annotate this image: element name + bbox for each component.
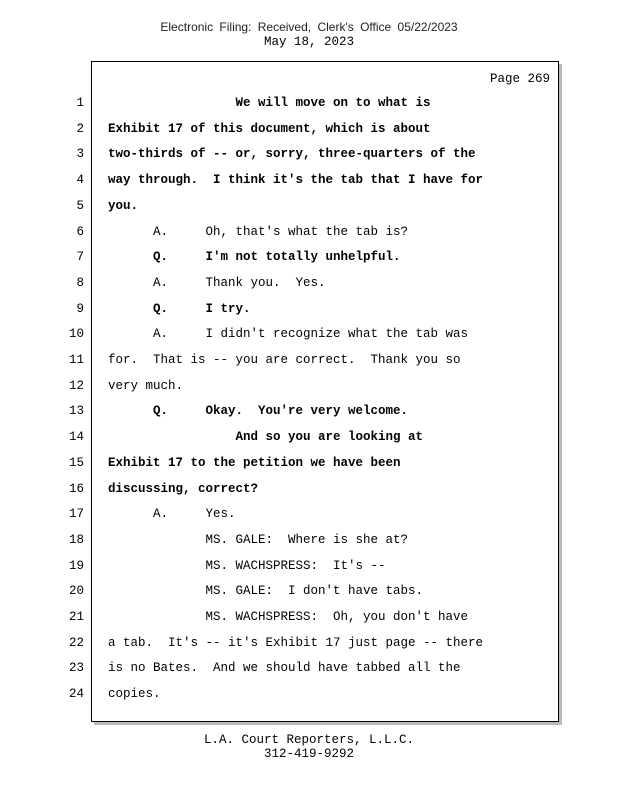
line-number: 11 <box>68 353 84 367</box>
line-number: 3 <box>76 147 84 162</box>
transcript-line <box>0 224 618 248</box>
line-text: very much. <box>108 378 184 393</box>
line-text: way through. I think it's the tab that I have for <box>108 173 484 188</box>
transcript-date: May 18, 2023 <box>263 35 354 49</box>
line-text: a tab. It's -- it's Exhibit 17 just page -- there <box>108 635 484 650</box>
filing-stamp: Electronic Filing: Received, Clerk's Office 05/22/2023 <box>160 20 458 34</box>
line-text: Exhibit 17 of this document, which is about <box>108 121 431 136</box>
transcript-line <box>0 403 618 427</box>
line-text: Q. I try. <box>108 301 251 316</box>
transcript-line <box>0 660 618 684</box>
court-reporter-firm: L.A. Court Reporters, L.L.C. <box>203 733 415 747</box>
line-number: 5 <box>76 198 84 213</box>
transcript-line <box>0 635 618 659</box>
line-number: 22 <box>68 635 84 650</box>
line-number: 17 <box>68 507 84 522</box>
transcript-line <box>0 352 618 376</box>
transcript-line <box>0 378 618 402</box>
line-text: you. <box>108 198 139 213</box>
line-text: MS. WACHSPRESS: It's -- <box>108 558 386 573</box>
line-number: 10 <box>68 327 84 342</box>
line-text: A. Thank you. Yes. <box>108 275 326 290</box>
line-number: 16 <box>68 481 84 496</box>
transcript-line <box>0 275 618 299</box>
line-number: 13 <box>68 404 84 419</box>
line-text: Q. I'm not totally unhelpful. <box>108 250 401 265</box>
transcript-line <box>0 532 618 556</box>
transcript-line <box>0 301 618 325</box>
line-number: 4 <box>76 173 84 188</box>
transcript-line <box>0 198 618 222</box>
line-number: 12 <box>68 378 84 393</box>
transcript-line <box>0 429 618 453</box>
transcript-line <box>0 95 618 119</box>
line-text: discussing, correct? <box>108 481 259 496</box>
line-number: 21 <box>68 610 84 624</box>
line-text: MS. GALE: I don't have tabs. <box>108 584 424 599</box>
line-number: 24 <box>68 687 84 702</box>
line-text: MS. GALE: Where is she at? <box>108 532 409 547</box>
line-text: A. I didn't recognize what the tab was <box>108 327 469 342</box>
line-number: 19 <box>68 558 84 573</box>
transcript-line <box>0 609 618 633</box>
transcript-line <box>0 455 618 479</box>
transcript-line <box>0 506 618 530</box>
line-number: 20 <box>68 584 84 599</box>
line-text: We will move on to what is <box>108 96 431 110</box>
line-text: copies. <box>108 687 161 702</box>
line-number: 7 <box>76 250 84 265</box>
line-text: And so you are looking at <box>108 430 424 445</box>
line-text: is no Bates. And we should have tabbed all the <box>108 661 461 676</box>
transcript-line <box>0 686 618 710</box>
line-text: A. Oh, that's what the tab is? <box>108 224 409 239</box>
line-number: 8 <box>76 275 84 290</box>
line-number: 6 <box>76 224 84 239</box>
line-number: 18 <box>68 532 84 547</box>
line-text: two-thirds of -- or, sorry, three-quarters of the <box>108 147 476 162</box>
court-reporter-phone: 312-419-9292 <box>263 747 354 761</box>
line-number: 14 <box>68 430 84 445</box>
line-text: MS. WACHSPRESS: Oh, you don't have <box>108 610 469 624</box>
line-number: 23 <box>68 661 84 676</box>
transcript-line <box>0 558 618 582</box>
line-text: A. Yes. <box>108 507 236 522</box>
line-number: 2 <box>76 121 84 136</box>
page-number: Page 269 <box>489 72 550 86</box>
transcript-line <box>0 146 618 170</box>
line-text: Q. Okay. You're very welcome. <box>108 404 409 419</box>
line-number: 9 <box>76 301 84 316</box>
transcript-line <box>0 481 618 505</box>
line-number: 15 <box>68 455 84 470</box>
line-text: for. That is -- you are correct. Thank you so <box>108 353 461 367</box>
line-text: Exhibit 17 to the petition we have been <box>108 455 401 470</box>
transcript-line <box>0 326 618 350</box>
transcript-line <box>0 249 618 273</box>
transcript-line <box>0 172 618 196</box>
transcript-line <box>0 583 618 607</box>
transcript-line <box>0 121 618 145</box>
line-number: 1 <box>76 96 84 110</box>
